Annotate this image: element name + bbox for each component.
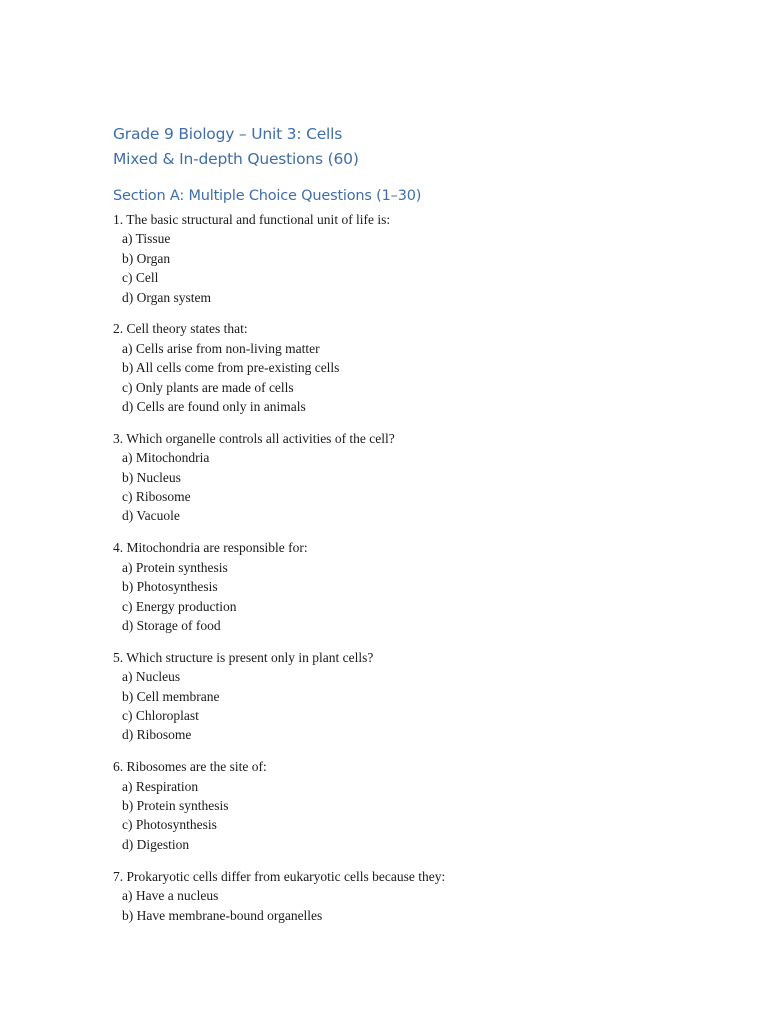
answer-option: d) Organ system	[122, 289, 211, 305]
answer-option: b) Protein synthesis	[122, 798, 229, 814]
question-item	[113, 867, 713, 925]
answer-option: c) Only plants are made of cells	[122, 379, 294, 395]
answer-option: a) Respiration	[122, 778, 199, 794]
answer-option: c) Photosynthesis	[122, 817, 217, 833]
answer-option: a) Nucleus	[122, 669, 181, 685]
document-title: Grade 9 Biology – Unit 3: Cells	[113, 125, 343, 143]
answer-option: d) Ribosome	[122, 727, 192, 743]
answer-option: d) Storage of food	[122, 617, 221, 633]
question-stem: 1. The basic structural and functional unit of life is:	[113, 212, 391, 227]
answer-option: a) Cells arise from non-living matter	[122, 340, 320, 356]
question-item	[113, 319, 713, 416]
answer-option: d) Digestion	[122, 836, 190, 852]
answer-option: b) Have membrane-bound organelles	[122, 907, 323, 923]
answer-option: b) Cell membrane	[122, 688, 220, 704]
question-item	[113, 757, 713, 854]
question-stem: 4. Mitochondria are responsible for:	[113, 540, 308, 556]
question-item	[113, 429, 713, 526]
question-stem: 2. Cell theory states that:	[113, 321, 248, 337]
answer-option: a) Protein synthesis	[122, 559, 228, 575]
question-stem: 3. Which organelle controls all activities of the cell?	[113, 430, 395, 446]
answer-option: a) Mitochondria	[122, 450, 210, 466]
answer-option: b) All cells come from pre-existing cells	[122, 360, 340, 376]
answer-option: c) Cell	[122, 270, 159, 286]
answer-option: a) Have a nucleus	[122, 888, 219, 904]
answer-option: b) Organ	[122, 250, 171, 266]
answer-option: c) Chloroplast	[122, 707, 199, 723]
question-stem: 5. Which structure is present only in plant cells?	[113, 649, 374, 665]
section-a-heading: Section A: Multiple Choice Questions (1–30)	[113, 188, 422, 204]
answer-option: d) Vacuole	[122, 508, 180, 524]
question-item	[113, 648, 713, 745]
answer-option: c) Energy production	[122, 598, 237, 614]
answer-option: b) Nucleus	[122, 469, 181, 485]
answer-option: c) Ribosome	[122, 489, 191, 505]
answer-option: a) Tissue	[122, 231, 171, 247]
question-list	[113, 210, 713, 937]
question-stem: 7. Prokaryotic cells differ from eukaryotic cells because they:	[113, 868, 446, 884]
question-stem: 6. Ribosomes are the site of:	[113, 759, 267, 775]
answer-option: d) Cells are found only in animals	[122, 399, 306, 415]
question-item	[113, 538, 713, 635]
question-item	[113, 210, 713, 307]
document-subtitle: Mixed & In-depth Questions (60)	[113, 150, 359, 168]
answer-option: b) Photosynthesis	[122, 579, 218, 595]
